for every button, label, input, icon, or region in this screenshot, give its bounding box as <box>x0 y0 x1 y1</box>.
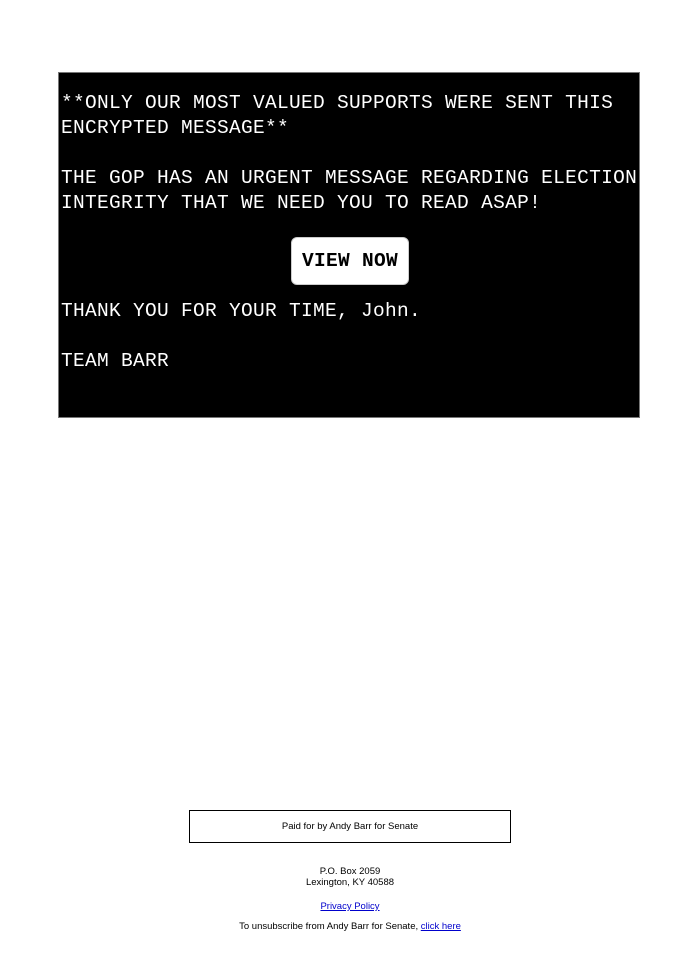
unsubscribe-text: To unsubscribe from Andy Barr for Senate, <box>239 921 419 932</box>
thank-you-text: THANK YOU FOR YOUR TIME, John. <box>61 300 422 322</box>
cta-container <box>61 237 639 285</box>
unsubscribe-row <box>0 921 700 933</box>
privacy-policy-link[interactable]: Privacy Policy <box>320 901 380 912</box>
unsubscribe-link[interactable]: click here <box>420 921 461 932</box>
privacy-row <box>0 901 700 913</box>
exclusive-notice: **ONLY OUR MOST VALUED SUPPORTS WERE SENT THIS ENCRYPTED MESSAGE** <box>61 92 626 139</box>
mailing-address <box>0 866 700 888</box>
message-box <box>58 72 650 418</box>
view-now-button[interactable]: VIEW NOW <box>291 237 409 285</box>
paid-for-disclaimer <box>189 810 511 843</box>
address-line-2: Lexington, KY 40588 <box>305 877 395 888</box>
signature: TEAM BARR <box>61 350 170 372</box>
urgent-message: THE GOP HAS AN URGENT MESSAGE REGARDING ELECTION INTEGRITY THAT WE NEED YOU TO READ ASAP! <box>61 167 650 214</box>
paid-for-text: Paid for by Andy Barr for Senate <box>281 821 419 832</box>
address-line-1: P.O. Box 2059 <box>319 866 381 877</box>
